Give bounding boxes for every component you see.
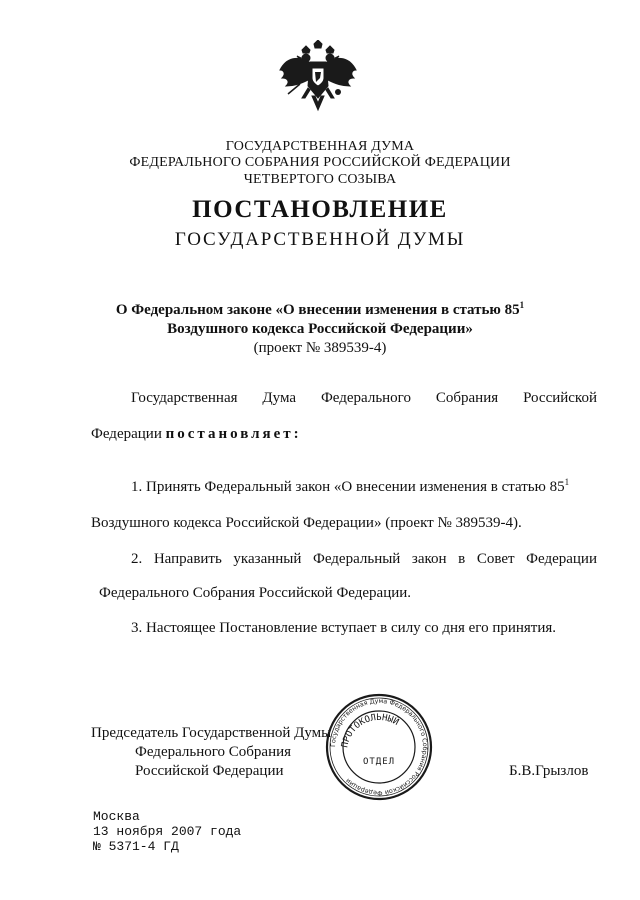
item-3: 3. Настоящее Постановление вступает в силу со дня его принятия. — [131, 620, 557, 636]
item-1-line-1 — [131, 479, 569, 496]
stamp-center-text: ОТДЕЛ — [362, 757, 396, 767]
coat-of-arms-icon — [268, 40, 368, 120]
law-title-superscript: 1 — [519, 300, 525, 310]
header-line-2: ФЕДЕРАЛЬНОГО СОБРАНИЯ РОССИЙСКОЙ ФЕДЕРАЦИИ — [129, 155, 511, 170]
item-1-line-2: Воздушного кодекса Российской Федерации» (проект № 389539-4). — [91, 515, 522, 531]
round-stamp — [324, 692, 434, 802]
law-title-text: О Федеральном законе «О внесении изменения в статью 85 — [115, 302, 520, 318]
stamp-middle-text: ПРОТОКОЛЬНЫЙ — [340, 712, 401, 749]
stamp-outer-text: Государственная Дума Федерального Собрания Российской Федерации — [329, 697, 429, 797]
item-2-line-2: Федерального Собрания Российской Федерации. — [99, 585, 412, 601]
law-title-line-2: Воздушного кодекса Российской Федерации» — [167, 321, 473, 337]
signatory-position-line-2: Федерального Собрания — [135, 744, 292, 760]
signatory-name: Б.В.Грызлов — [509, 763, 589, 779]
item-1-text: 1. Принять Федеральный закон «О внесении изменения в статью 85 — [131, 479, 565, 495]
footer-date: 13 ноября 2007 года — [93, 824, 242, 839]
item-2-line-1: 2. Направить указанный Федеральный закон в Совет Федерации — [131, 551, 597, 567]
preamble-line-1: Государственная Дума Федерального Собрания Российской — [131, 390, 597, 406]
header-line-1: ГОСУДАРСТВЕННАЯ ДУМА — [225, 139, 415, 154]
signatory-position-line-3: Российской Федерации — [135, 763, 284, 779]
footer-city: Москва — [93, 809, 140, 824]
signatory-position-line-1: Председатель Государственной Думы — [91, 725, 332, 741]
resolves-emphasis: постановляет: — [165, 426, 302, 442]
document-title: ПОСТАНОВЛЕНИЕ — [192, 196, 448, 223]
law-title-line-1 — [0, 302, 640, 319]
item-1-superscript: 1 — [564, 477, 570, 487]
project-number: (проект № 389539-4) — [253, 340, 387, 356]
preamble-line-2 — [91, 426, 302, 443]
header-line-3: ЧЕТВЕРТОГО СОЗЫВА — [243, 172, 397, 187]
footer-number: № 5371-4 ГД — [93, 839, 179, 854]
preamble-text: Федерации — [91, 426, 162, 442]
document-subtitle: ГОСУДАРСТВЕННОЙ ДУМЫ — [174, 229, 466, 250]
